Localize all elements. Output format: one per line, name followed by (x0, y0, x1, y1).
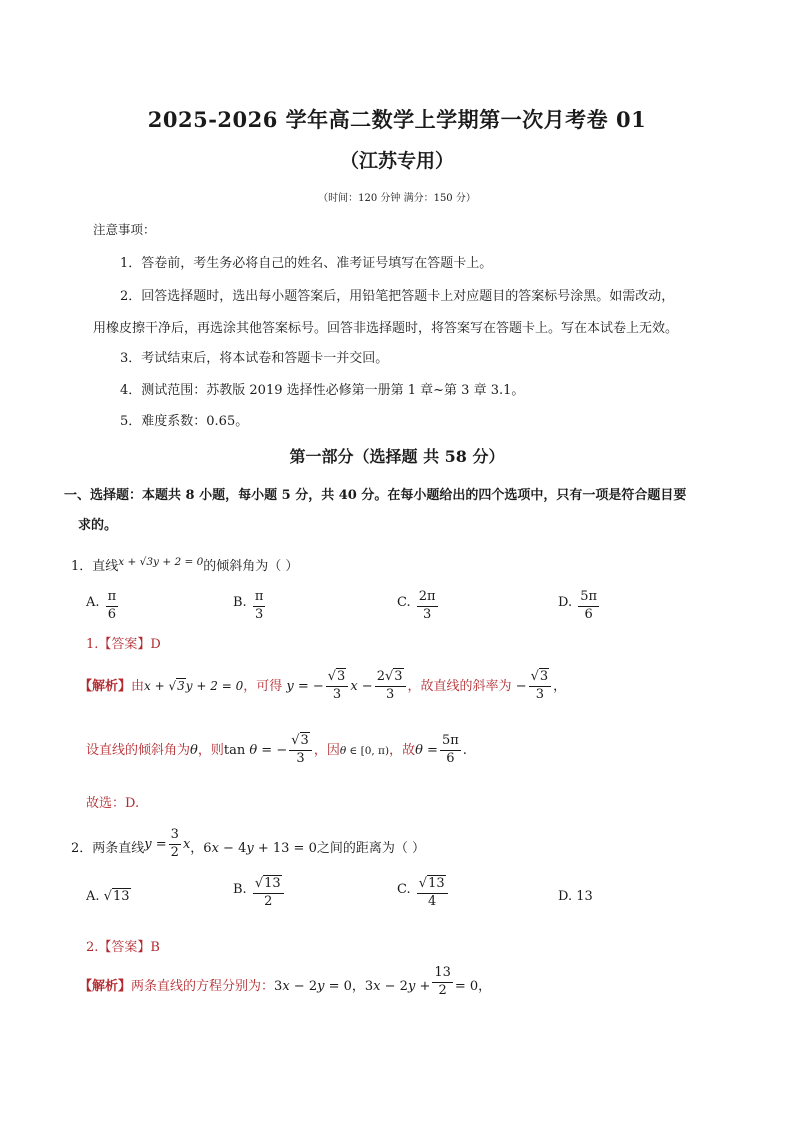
q1-suffix: 的倾斜角为（ ） (203, 559, 299, 574)
notice-item: 用橡皮擦干净后，再选涂其他答案标号。回答非选择题时，将答案写在答题卡上。写在本试卷上无效。 (93, 321, 679, 336)
q1-option-c: C. $\frac{2\pi}{3}$ (397, 589, 436, 622)
q2-answer: 2.【答案】B (86, 940, 160, 955)
notice-item: 5．难度系数：0.65。 (120, 414, 249, 429)
q2-option-a: A. √13 (86, 889, 130, 904)
q1-analysis-line1: 【解析】由x + √3y + 2 = 0，可得 y = − $\frac{√3}{3}$ x − $\frac{2√3}{3}$ ，故直线的斜率为 − $\frac{√3}{3}$ ， (79, 669, 567, 702)
q1-answer: 1.【答案】D (86, 637, 161, 652)
notice-item: 3．考试结束后，将本试卷和答题卡一并交回。 (120, 351, 389, 366)
section-title: 第一部分（选择题 共 58 分） (289, 447, 505, 466)
question-2: 2．两条直线y = $\frac{3}{2}$ x，6x − 4y + 13 = 0之间的距离为（ ） (71, 827, 425, 860)
q1-conclusion: 故选：D. (86, 796, 140, 811)
question-1 (71, 555, 298, 574)
q1-option-b: B. $\frac{\pi}{3}$ (233, 589, 264, 622)
q2-analysis-line1: 【解析】两条直线的方程分别为：3x − 2y = 0，3x − 2y + $\frac{13}{2}$ = 0， (79, 965, 492, 998)
q1-equation: x + √3y + 2 = 0 (118, 556, 204, 568)
q1-option-a: A. $\frac{\pi}{6}$ (86, 589, 117, 622)
exam-title: 2025-2026 学年高二数学上学期第一次月考卷 01 (147, 107, 647, 132)
time-info: （时间：120 分钟 满分：150 分） (318, 193, 476, 204)
q1-option-d: D. $\frac{5\pi}{6}$ (558, 589, 598, 622)
q2-option-c: C. $\frac{√13}{4}$ (397, 877, 450, 910)
q2-option-d: D. 13 (558, 889, 593, 904)
exam-subtitle: （江苏专用） (339, 150, 454, 172)
q1-prefix: 1．直线 (71, 559, 119, 574)
section-instruction-cont: 求的。 (78, 518, 118, 533)
notice-item: 4．测试范围：苏教版 2019 选择性必修第一册第 1 章~第 3 章 3.1。 (120, 383, 525, 398)
notice-item: 1．答卷前，考生务必将自己的姓名、准考证号填写在答题卡上。 (120, 256, 493, 271)
q2-option-b: B. $\frac{√13}{2}$ (233, 877, 286, 910)
notice-item: 2．回答选择题时，选出每小题答案后，用铅笔把答题卡上对应题目的答案标号涂黑。如需改动， (120, 289, 675, 304)
q1-analysis-line2: 设直线的倾斜角为θ，则tan θ = − $\frac{√3}{3}$ ，因θ ∈ [0, π)，故θ = $\frac{5\pi}{6}$ . (86, 733, 467, 766)
notice-heading: 注意事项： (93, 222, 156, 237)
section-instruction: 一、选择题：本题共 8 小题，每小题 5 分，共 40 分。在每小题给出的四个选项中，只有一项是符合题目要 (64, 488, 687, 503)
